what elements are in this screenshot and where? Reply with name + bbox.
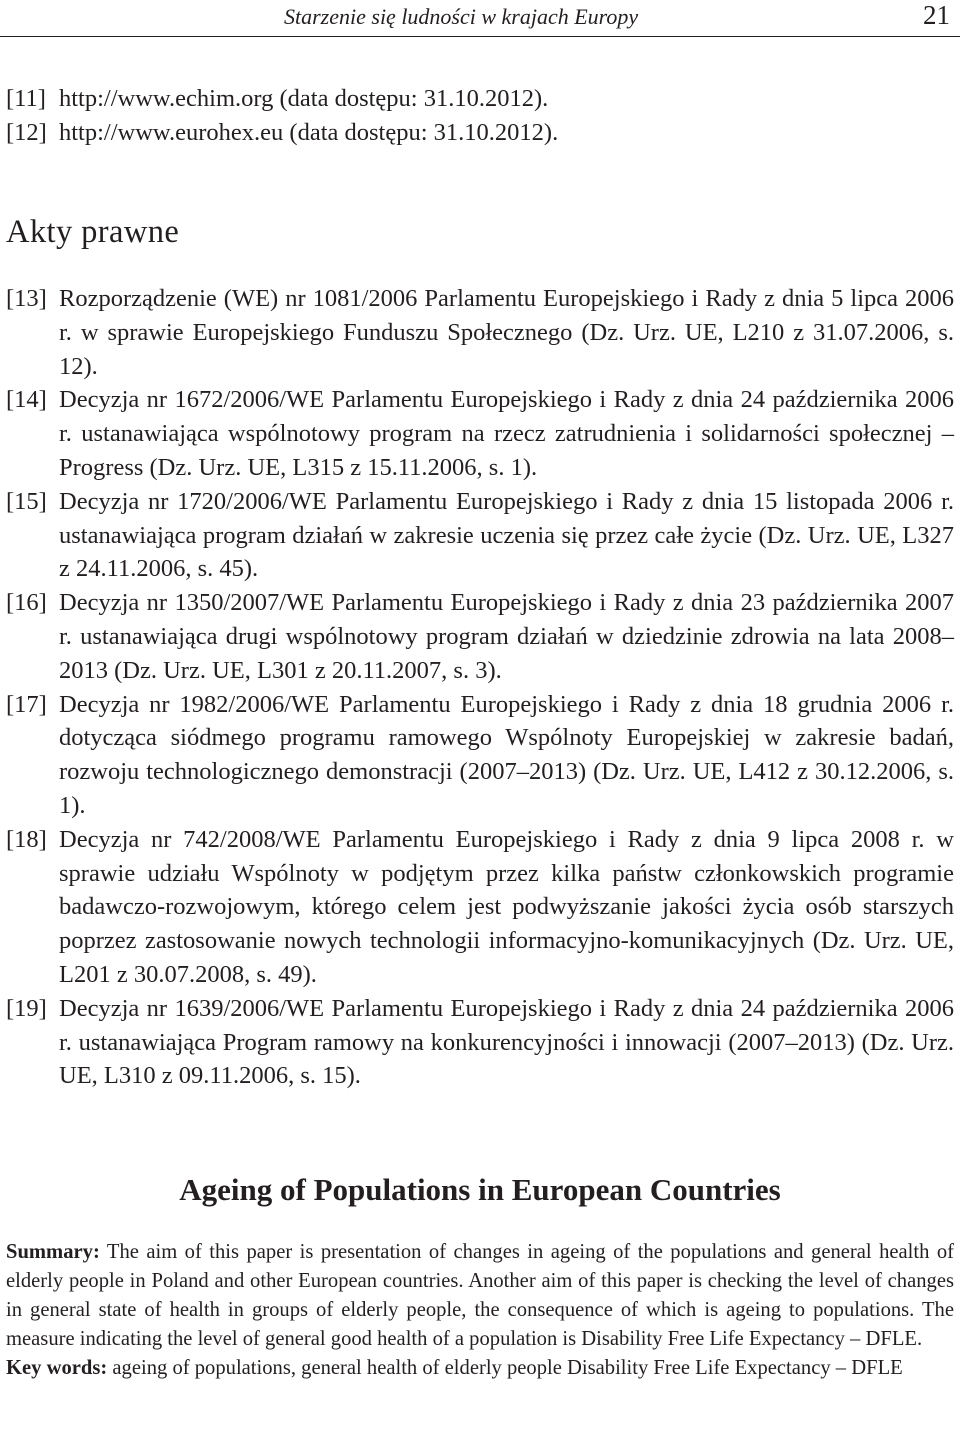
reference-text: Decyzja nr 1350/2007/WE Parlamentu Europejskiego i Rady z dnia 23 października 2007 r. ustanawiająca drugi wspólnotowy program działań w dziedzinie zdrowia na lata 2008–2013 (Dz. Urz. UE, L301 z 20.11.2007, s. 3).: [59, 589, 954, 684]
reference-text: http://www.echim.org (data dostępu: 31.10.2012).: [59, 85, 549, 112]
keywords-text: ageing of populations, general health of elderly people Disability Free Life Expectancy – DFLE: [112, 1357, 903, 1379]
reference-number: [17]: [6, 690, 47, 718]
reference-text: Decyzja nr 742/2008/WE Parlamentu Europejskiego i Rady z dnia 9 lipca 2008 r. w sprawie udziału Wspólnoty w podjętym przez kilka państw członkowskich programie badawczo-rozwojowym, którego celem jest podwyższanie jakości życia osób starszych poprzez zastosowanie nowych technologii informacyjno-komunikacyjnych (Dz. Urz. UE, L201 z 30.07.2008, s. 49).: [59, 825, 954, 988]
reference-item: [6, 823, 954, 992]
reference-number: [16]: [6, 589, 47, 617]
reference-text: Decyzja nr 1982/2006/WE Parlamentu Europejskiego i Rady z dnia 18 grudnia 2006 r. dotycząca siódmego programu ramowego Wspólnoty Europejskiej w zakresie badań, rozwoju technologicznego demonstracji (2007–2013) (Dz. Urz. UE, L412 z 30.12.2006, s. 1).: [59, 690, 954, 819]
reference-item: [6, 485, 954, 586]
running-title: Starzenie się ludności w krajach Europy: [284, 4, 639, 29]
reference-item: [6, 992, 954, 1093]
reference-number: [19]: [6, 994, 47, 1022]
page-number: 21: [923, 0, 950, 30]
english-title: Ageing of Populations in European Countries: [179, 1172, 781, 1207]
reference-item: [6, 586, 954, 687]
legal-reference-list: [6, 282, 954, 1093]
web-reference-list: [6, 82, 954, 150]
keywords-paragraph: [6, 1354, 954, 1383]
section-heading-legal-acts: Akty prawne: [6, 214, 180, 250]
reference-text: Decyzja nr 1672/2006/WE Parlamentu Europejskiego i Rady z dnia 24 października 2006 r. ustanawiająca wspólnotowy program na rzecz zatrudnienia i solidarności społecznej – Progress (Dz. Urz. UE, L315 z 15.11.2006, s. 1).: [59, 386, 954, 481]
summary-paragraph: [6, 1238, 954, 1354]
reference-number: [15]: [6, 487, 47, 515]
keywords-label: Key words:: [6, 1357, 108, 1379]
reference-item: [6, 116, 954, 150]
reference-text: Decyzja nr 1639/2006/WE Parlamentu Europejskiego i Rady z dnia 24 października 2006 r. ustanawiająca Program ramowy na konkurencyjności i innowacji (2007–2013) (Dz. Urz. UE, L310 z 09.11.2006, s. 15).: [59, 994, 954, 1090]
running-header: [0, 0, 960, 37]
reference-number: [18]: [6, 825, 47, 853]
reference-number: [11]: [6, 85, 46, 112]
reference-text: http://www.eurohex.eu (data dostępu: 31.10.2012).: [59, 118, 559, 146]
reference-item: [6, 688, 954, 823]
reference-number: [14]: [6, 386, 47, 414]
summary-text: The aim of this paper is presentation of changes in ageing of the populations and general health of elderly people in Poland and other European countries. Another aim of this paper is checking the level of changes in general state of health in groups of elderly people, the consequence of which is ageing to populations. The measure indicating the level of general good health of a population is Disability Free Life Expectancy – DFLE.: [6, 1241, 954, 1350]
summary-label: Summary:: [6, 1241, 100, 1263]
reference-text: Rozporządzenie (WE) nr 1081/2006 Parlamentu Europejskiego i Rady z dnia 5 lipca 2006 r. w sprawie Europejskiego Funduszu Społecznego (Dz. Urz. UE, L210 z 31.07.2006, s. 12).: [59, 285, 954, 380]
reference-item: [6, 82, 954, 116]
reference-item: [6, 282, 954, 383]
reference-number: [13]: [6, 285, 47, 312]
reference-text: Decyzja nr 1720/2006/WE Parlamentu Europejskiego i Rady z dnia 15 listopada 2006 r. ustanawiająca program działań w zakresie uczenia się przez całe życie (Dz. Urz. UE, L327 z 24.11.2006, s. 45).: [59, 487, 954, 583]
english-summary: [6, 1238, 954, 1383]
reference-number: [12]: [6, 118, 47, 146]
reference-item: [6, 383, 954, 484]
